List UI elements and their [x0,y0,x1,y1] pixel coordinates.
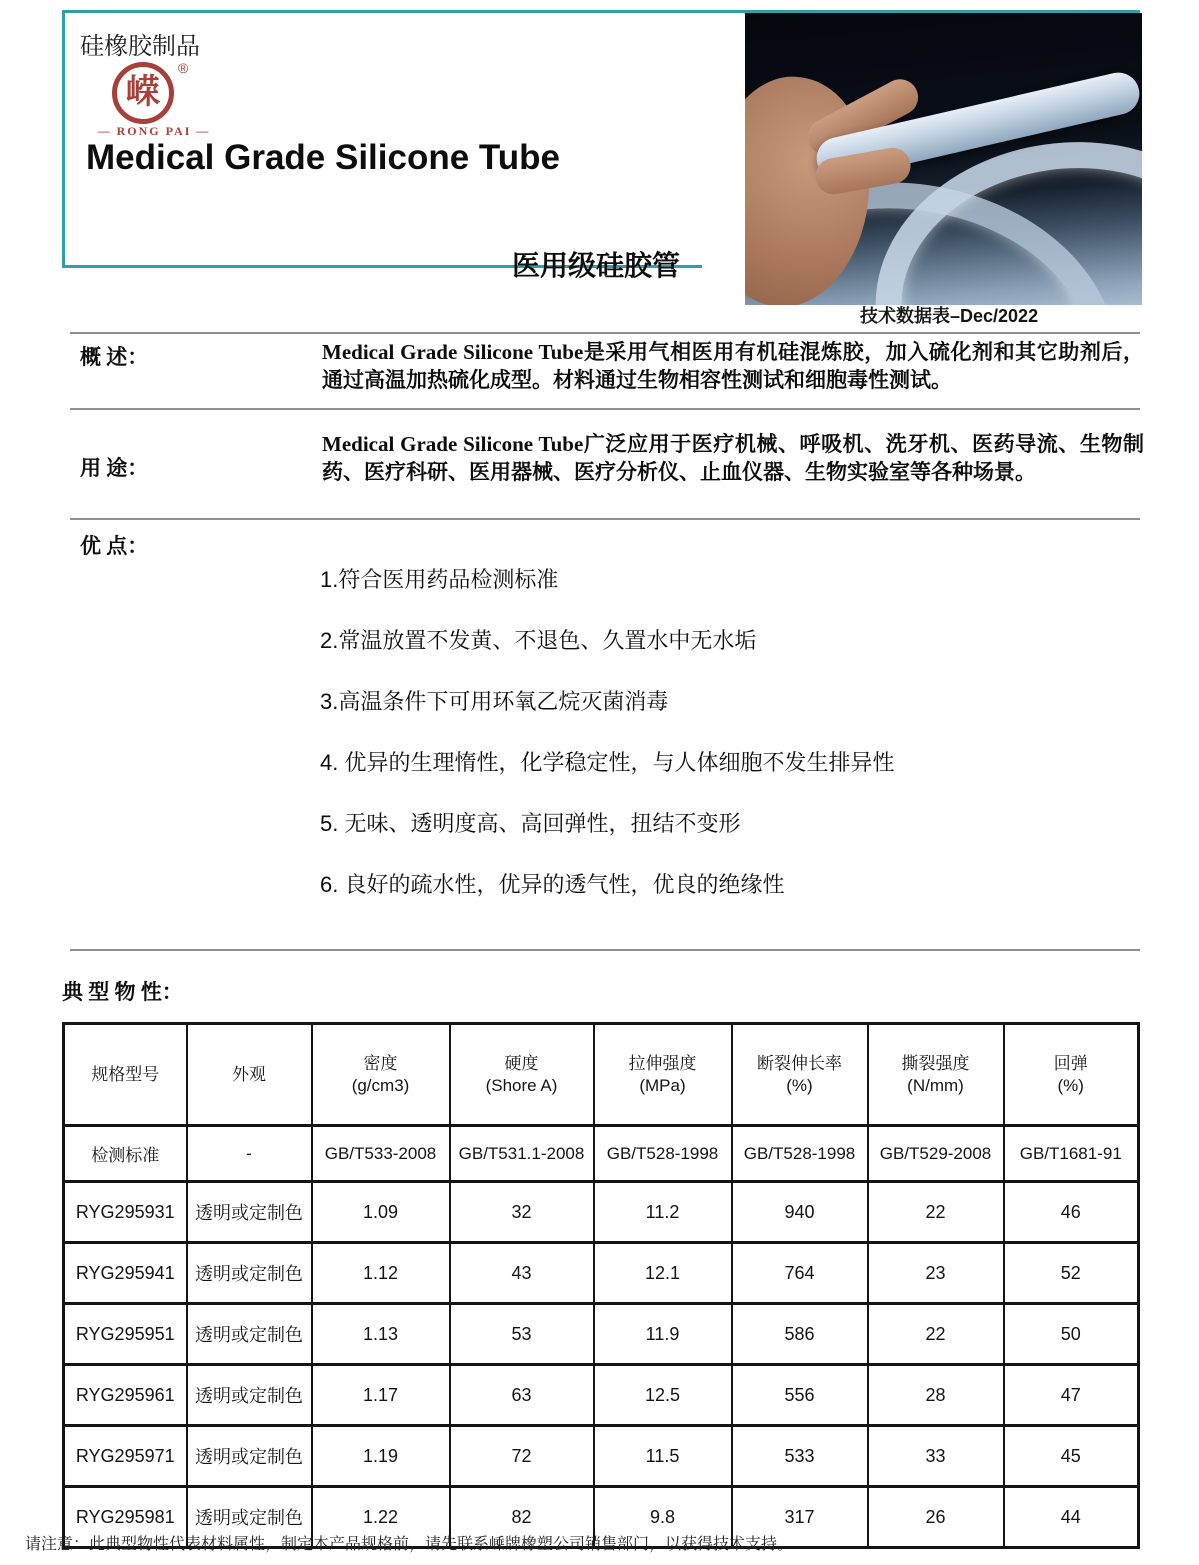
table-cell: 透明或定制色 [187,1304,312,1365]
column-header: 密度 (g/cm3) [312,1024,450,1126]
table-cell: 52 [1004,1243,1139,1304]
table-cell: 11.9 [594,1304,732,1365]
page-subtitle: 医用级硅胶管 [512,250,681,281]
table-cell: - [187,1126,312,1182]
standards-row [64,1126,1139,1182]
advantage-item: 6. 良好的疏水性，优异的透气性，优良的绝缘性 [320,872,785,897]
table-cell: 22 [868,1182,1004,1243]
table-cell: 33 [868,1426,1004,1487]
table-row [64,1243,1139,1304]
registered-trademark-icon: ® [178,60,189,76]
table-cell: 12.5 [594,1365,732,1426]
company-logo [96,60,212,142]
table-cell: 22 [868,1304,1004,1365]
section-divider [70,408,1140,410]
table-cell: 1.13 [312,1304,450,1365]
column-header: 规格型号 [64,1024,187,1126]
table-row [64,1426,1139,1487]
brand-label: 硅橡胶制品 [80,33,200,60]
table-cell: 533 [732,1426,868,1487]
usage-paragraph: Medical Grade Silicone Tube广泛应用于医疗机械、呼吸机、洗牙机、医药导流、生物制药、医疗科研、医用器械、医疗分析仪、止血仪器、生物实验室等各种场景。 [322,432,1144,484]
section-divider [70,518,1140,520]
table-cell: 43 [450,1243,594,1304]
advantage-item: 3.高温条件下可用环氧乙烷灭菌消毒 [320,689,669,714]
column-header: 外观 [187,1024,312,1126]
datasheet-version-label: 技术数据表–Dec/2022 [860,306,1039,326]
logo-seal-character: 嵘 [126,74,160,111]
table-cell: 317 [732,1487,868,1548]
overview-paragraph: Medical Grade Silicone Tube是采用气相医用有机硅混炼胶，加入硫化剂和其它助剂后，通过高温加热硫化成型。材料通过生物相容性测试和细胞毒性测试。 [322,340,1144,392]
accent-left-rule [62,10,65,268]
table-cell: 32 [450,1182,594,1243]
table-cell: RYG295951 [64,1304,187,1365]
usage-section-label: 用 途： [80,456,149,480]
footer-note: 请注意：此典型物性代表材料属性，制定本产品规格前，请先联系嵊牌橡塑公司销售部门，以获得技术支持。 [25,1536,794,1553]
table-cell: 63 [450,1365,594,1426]
table-body [64,1126,1139,1548]
advantage-item: 5. 无味、透明度高、高回弹性，扭结不变形 [320,811,741,836]
table-cell: 11.2 [594,1182,732,1243]
table-cell: 28 [868,1365,1004,1426]
logo-caption: — RONG PAI — [97,124,211,138]
column-header: 回弹 (%) [1004,1024,1139,1126]
table-cell: RYG295981 [64,1487,187,1548]
overview-section-label: 概 述： [80,345,149,369]
table-cell: 9.8 [594,1487,732,1548]
table-cell: GB/T529-2008 [868,1126,1004,1182]
table-cell: 53 [450,1304,594,1365]
table-cell: 44 [1004,1487,1139,1548]
table-cell: 透明或定制色 [187,1243,312,1304]
table-cell: GB/T1681-91 [1004,1126,1139,1182]
section-divider [70,332,1140,334]
column-header: 撕裂强度 (N/mm) [868,1024,1004,1126]
table-cell: GB/T531.1-2008 [450,1126,594,1182]
table-cell: 586 [732,1304,868,1365]
table-cell: 46 [1004,1182,1139,1243]
table-cell: RYG295931 [64,1182,187,1243]
table-row [64,1365,1139,1426]
table-cell: RYG295961 [64,1365,187,1426]
column-header: 拉伸强度 (MPa) [594,1024,732,1126]
table-cell: 1.22 [312,1487,450,1548]
table-cell: 764 [732,1243,868,1304]
table-cell: 检测标准 [64,1126,187,1182]
table-cell: 1.17 [312,1365,450,1426]
table-cell: 50 [1004,1304,1139,1365]
table-cell: 45 [1004,1426,1139,1487]
logo-seal-icon [112,62,174,124]
table-cell: 透明或定制色 [187,1365,312,1426]
page-title: Medical Grade Silicone Tube [86,138,560,177]
table-cell: 82 [450,1487,594,1548]
table-cell: 26 [868,1487,1004,1548]
table-cell: 透明或定制色 [187,1182,312,1243]
advantage-item: 2.常温放置不发黄、不退色、久置水中无水垢 [320,628,757,653]
advantage-item: 1.符合医用药品检测标准 [320,567,559,592]
column-header: 硬度 (Shore A) [450,1024,594,1126]
table-cell: GB/T533-2008 [312,1126,450,1182]
table-cell: 556 [732,1365,868,1426]
advantage-item: 4. 优异的生理惰性，化学稳定性，与人体细胞不发生排异性 [320,750,895,775]
table-cell: RYG295971 [64,1426,187,1487]
table-cell: 12.1 [594,1243,732,1304]
advantages-section-label: 优 点： [80,534,149,558]
table-cell: 23 [868,1243,1004,1304]
table-cell: 11.5 [594,1426,732,1487]
table-cell: 1.09 [312,1182,450,1243]
table-cell: 透明或定制色 [187,1487,312,1548]
table-cell: 940 [732,1182,868,1243]
advantages-list [320,568,894,934]
table-cell: GB/T528-1998 [732,1126,868,1182]
table-cell: 透明或定制色 [187,1426,312,1487]
section-divider [70,949,1140,951]
table-cell: GB/T528-1998 [594,1126,732,1182]
column-header: 断裂伸长率 (%) [732,1024,868,1126]
table-cell: 1.12 [312,1243,450,1304]
table-cell: 1.19 [312,1426,450,1487]
table-cell: 47 [1004,1365,1139,1426]
table-cell: RYG295941 [64,1243,187,1304]
table-row [64,1304,1139,1365]
properties-table [62,1022,1140,1549]
table-cell: 72 [450,1426,594,1487]
properties-section-label: 典 型 物 性： [62,980,183,1004]
table-row [64,1182,1139,1243]
table-header-row [64,1024,1139,1126]
product-photo [745,13,1142,305]
